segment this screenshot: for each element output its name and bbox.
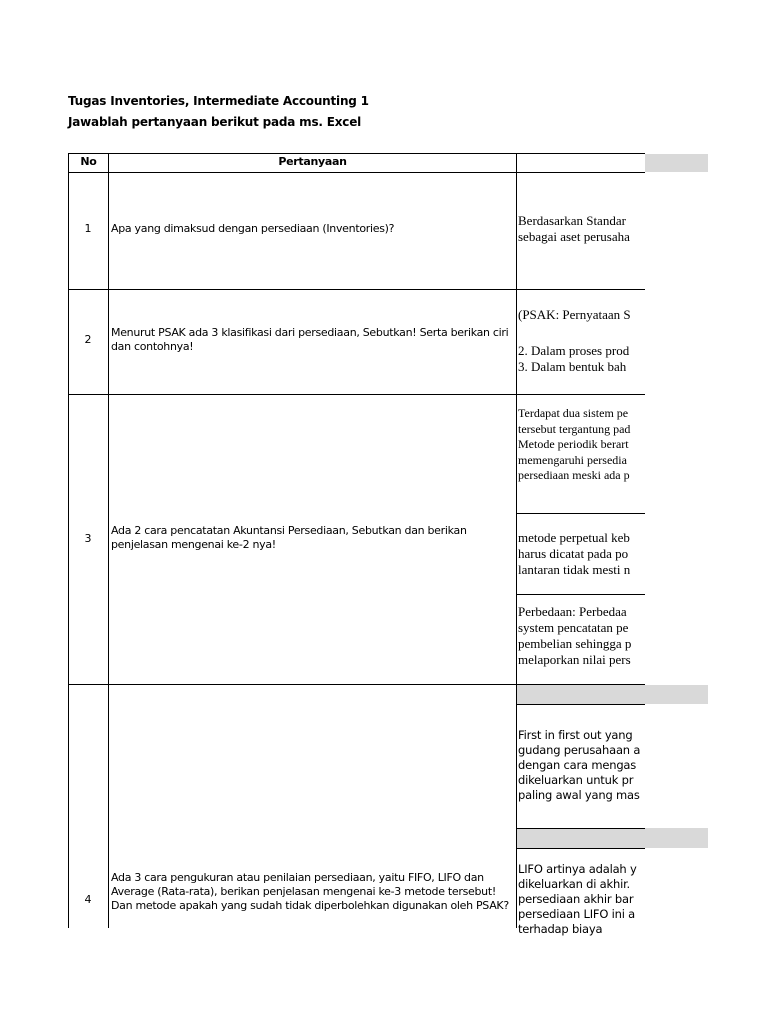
row-number: 2	[84, 333, 92, 346]
row-number: 4	[84, 893, 92, 906]
answer-text: Perbedaan: Perbedaa system pencatatan pe pembelian sehingga p melaporkan nilai pers	[518, 604, 632, 667]
cell-divider	[517, 513, 645, 514]
answer-text: 2. Dalam proses prod 3. Dalam bentuk bah	[518, 343, 630, 374]
column-header-question: Pertanyaan	[278, 155, 347, 168]
answer-text: First in first out yang gudang perusahaan a dengan cara mengas dikeluarkan untuk pr paling awal yang mas	[518, 728, 641, 802]
row-number: 3	[84, 532, 92, 545]
row-number: 1	[84, 222, 92, 235]
cell-divider	[517, 848, 645, 849]
column-header-no: No	[80, 155, 97, 168]
answer-text: LIFO artinya adalah y dikeluarkan di akhir. persediaan akhir bar persediaan LIFO ini a terhadap biaya	[518, 862, 637, 936]
question-text: Apa yang dimaksud dengan persediaan (Inventories)?	[111, 222, 395, 235]
document-instruction: Jawablah pertanyaan berikut pada ms. Excel	[68, 115, 362, 129]
answer-text: metode perpetual keb harus dicatat pada po lantaran tidak mesti n	[518, 530, 631, 577]
cell-divider	[517, 594, 645, 595]
header-border-bottom	[68, 172, 645, 173]
cell-divider	[517, 828, 645, 829]
question-text: Menurut PSAK ada 3 klasifikasi dari persediaan, Sebutkan! Serta berikan ciri dan contohnya!	[111, 326, 509, 353]
answer-text: Berdasarkan Standar sebagai aset perusaha	[518, 213, 630, 244]
answer-fill-band	[517, 828, 708, 848]
table-border-top	[68, 153, 645, 154]
answer-fill-band	[517, 685, 708, 704]
column-divider	[108, 153, 109, 928]
row-divider	[68, 394, 645, 395]
cell-divider	[517, 704, 645, 705]
row-divider	[68, 289, 645, 290]
question-text: Ada 2 cara pencatatan Akuntansi Persediaan, Sebutkan dan berikan penjelasan mengenai ke-2 nya!	[111, 524, 467, 551]
document-title: Tugas Inventories, Intermediate Accounting 1	[68, 94, 369, 108]
answer-text: Terdapat dua sistem pe tersebut tergantung pad Metode periodik berart memengaruhi persedia persediaan meski ada p	[518, 406, 631, 482]
question-text: Ada 3 cara pengukuran atau penilaian persediaan, yaitu FIFO, LIFO dan Average (Rata-rata), berikan penjelasan mengenai ke-3 metode tersebut! Dan metode apakah yang sudah tidak diperbolehkan digunakan oleh PSAK?	[111, 871, 509, 912]
column-divider	[516, 153, 517, 928]
answer-text: (PSAK: Pernyataan S	[518, 307, 631, 322]
header-fill	[645, 154, 708, 172]
